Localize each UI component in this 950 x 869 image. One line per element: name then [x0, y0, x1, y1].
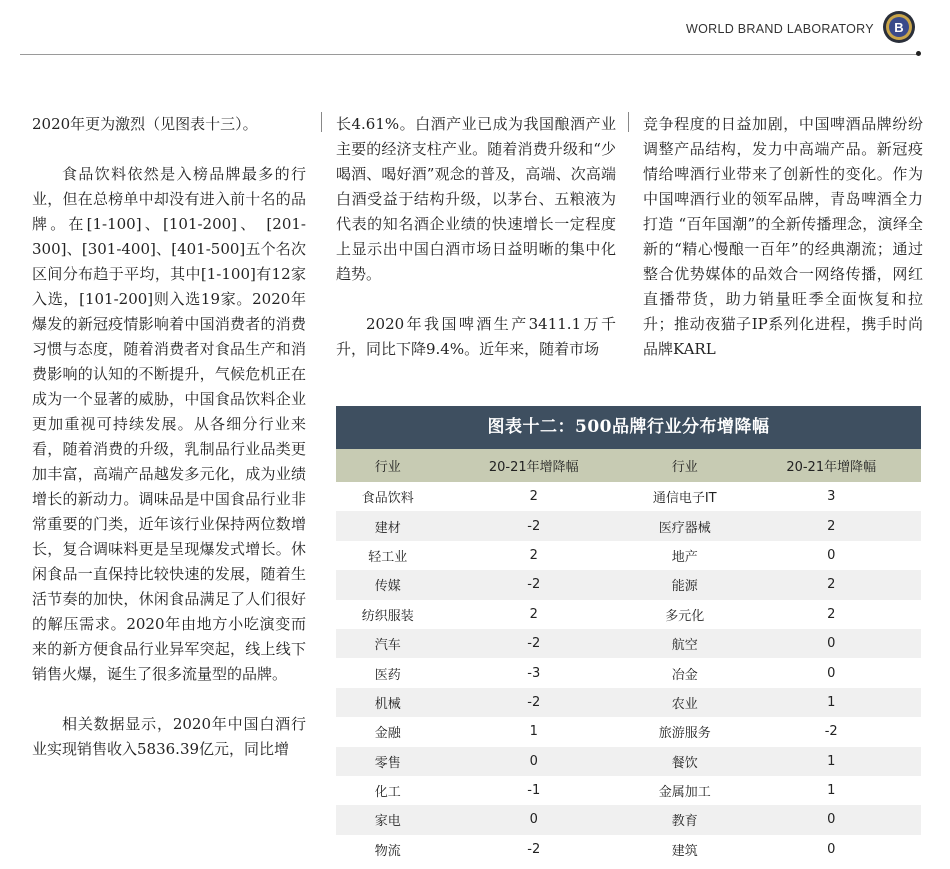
table-cell: 3: [827, 489, 836, 505]
table-cell: 冶金: [671, 667, 698, 683]
table-cell: 地产: [671, 549, 698, 565]
table-cell: 金融: [374, 726, 401, 742]
table-cell: 旅游服务: [658, 726, 711, 742]
column-divider: [628, 112, 629, 132]
table-row: [336, 835, 921, 864]
paragraph: 相关数据显示，2020年中国白酒行业实现销售收入5836.39亿元，同比增: [32, 715, 306, 758]
table-cell: 航空: [628, 629, 741, 658]
text-column-2: [336, 112, 616, 362]
industry-change-table: [336, 406, 921, 864]
header-dot: [916, 51, 921, 56]
paragraph: 竞争程度的日益加剧，中国啤酒品牌纷纷调整产品结构，发力中高端产品。新冠疫情给啤酒行业带来了创新性的变化。作为中国啤酒行业的领军品牌，青岛啤酒全力打造 “百年国潮”的全新传播理念，演绎全新的“精心慢酿一百年”的经典潮流；通过整合优势媒体的品效合一网络传播，网红直播带货，助力销量旺季全面恢复和拉升；推动夜猫子IP系列化进程，携手时尚品牌KARL: [643, 115, 923, 358]
table-cell: -2: [440, 511, 628, 540]
column-header: 20-21年增降幅: [741, 449, 921, 482]
table-cell: -1: [527, 783, 541, 799]
table-cell: -2: [440, 688, 628, 717]
table-row: [336, 629, 921, 658]
table-cell: 2: [827, 606, 836, 622]
table-cell: 0: [827, 547, 836, 563]
table-cell: 教育: [628, 805, 741, 834]
table-cell: 化工: [374, 785, 401, 801]
table-cell: 1: [827, 783, 836, 799]
table-cell: 0: [741, 629, 921, 658]
table-cell: 医药: [374, 667, 401, 683]
table-cell: 医疗器械: [628, 511, 741, 540]
table-cell: 2: [741, 570, 921, 599]
table-cell: -2: [440, 570, 628, 599]
logo-letter: B: [894, 20, 904, 35]
table-cell: 家电: [336, 805, 440, 834]
table-cell: 0: [440, 805, 628, 834]
column-header: 20-21年增降幅: [440, 449, 628, 482]
table-row: [336, 747, 921, 776]
table-cell: 传媒: [336, 570, 440, 599]
table-cell: 物流: [374, 843, 401, 859]
table-row: [336, 805, 921, 834]
table-cell: 2: [529, 547, 538, 563]
table-cell: 零售: [336, 747, 440, 776]
table-title: 图表十二：500品牌行业分布增降幅: [336, 406, 921, 449]
table-row: [336, 570, 921, 599]
table-cell: -2: [440, 629, 628, 658]
table-cell: 机械: [336, 688, 440, 717]
table-cell: 轻工业: [368, 549, 408, 565]
table-cell: -3: [527, 665, 541, 681]
table-cell: 0: [827, 841, 836, 857]
table-row: [336, 482, 921, 511]
table-row: [336, 776, 921, 805]
text-column-3: [643, 112, 923, 362]
table-cell: -2: [527, 841, 541, 857]
table-cell: 1: [741, 747, 921, 776]
table-row: [336, 541, 921, 570]
paragraph: 2020年我国啤酒生产3411.1万千升，同比下降9.4%。近年来，随着市场: [336, 315, 616, 358]
column-divider: [321, 112, 322, 132]
table-cell: 1: [741, 688, 921, 717]
table-cell: 汽车: [336, 629, 440, 658]
table-cell: 建筑: [671, 843, 698, 859]
table-cell: 0: [827, 665, 836, 681]
paragraph: 2020年更为激烈（见图表十三）。: [32, 115, 258, 133]
table-row: [336, 511, 921, 540]
table-cell: 农业: [628, 688, 741, 717]
table-row: [336, 600, 921, 629]
table-header-row: [336, 449, 921, 482]
header-divider: [20, 54, 918, 55]
table-cell: 2: [741, 511, 921, 540]
table-cell: 多元化: [665, 608, 705, 624]
table-row: [336, 688, 921, 717]
paragraph: 长4.61%。白酒产业已成为我国酿酒产业主要的经济支柱产业。随着消费升级和“少喝酒、喝好酒”观念的普及，高端、次高端白酒受益于结构升级，以茅台、五粮液为代表的知名酒企业绩的快速增长一定程度上显示出中国白酒市场日益明晰的集中化趋势。: [336, 115, 616, 283]
table-cell: 0: [440, 747, 628, 776]
brand-name: WORLD BRAND LABORATORY: [686, 22, 874, 36]
text-column-1: [32, 112, 306, 762]
table-cell: 餐饮: [628, 747, 741, 776]
column-header: 行业: [628, 449, 741, 482]
table-cell: 通信电子IT: [652, 491, 717, 507]
data-table: [336, 449, 921, 864]
table-cell: 2: [529, 489, 538, 505]
table-cell: 1: [529, 724, 538, 740]
table-cell: 能源: [628, 570, 741, 599]
table-cell: 金属加工: [658, 785, 711, 801]
table-row: [336, 717, 921, 746]
paragraph: 食品饮料依然是入榜品牌最多的行业，但在总榜单中却没有进入前十名的品牌。在[1-100]、[101-200]、 [201-300]、[301-400]、[401-500]五个名次区间分布趋于平均，其中[1-100]有12家入选，[101-200]则入选19家。2020年爆发的新冠疫情影响着中国消费者的消费习惯与态度，随着消费者对食品生产和消费影响的认知的不断提升，气候危机正在成为一个显著的威胁，中国食品饮料企业更加重视可持续发展。从各细分行业来看，随着消费的升级，乳制品行业品类更加丰富，高端产品越发多元化，成为业绩增长的新动力。调味品是中国食品行业非常重要的门类，近年该行业保持两位数增长，复合调味料更是呈现爆发式增长。休闲食品一直保持比较快速的发展，随着生活节奏的加快，休闲食品满足了人们很好的解压需求。2020年由地方小吃演变而来的新方便食品行业异军突起，线上线下销售火爆，诞生了很多流量型的品牌。: [32, 165, 306, 683]
column-header: 行业: [336, 449, 440, 482]
table-cell: 0: [741, 805, 921, 834]
table-cell: 建材: [336, 511, 440, 540]
table-cell: 食品饮料: [361, 491, 414, 507]
table-row: [336, 658, 921, 687]
logo-icon: [882, 10, 916, 44]
table-cell: -2: [824, 724, 838, 740]
table-cell: 纺织服装: [361, 608, 414, 624]
table-cell: 2: [529, 606, 538, 622]
